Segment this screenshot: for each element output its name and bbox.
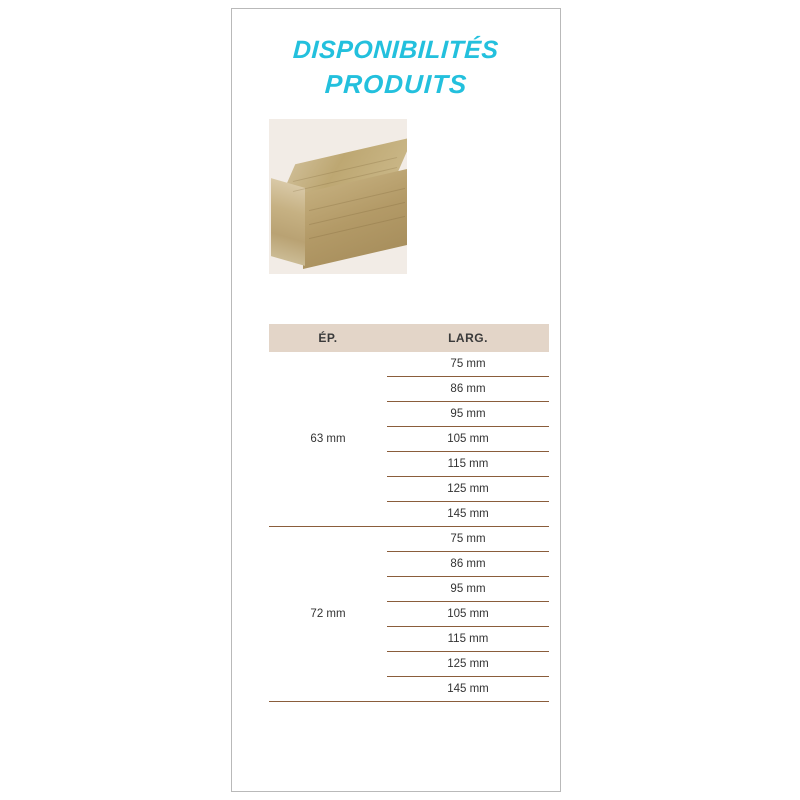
width-cell: 125 mm (387, 652, 549, 677)
title-line-2: PRODUITS (324, 69, 468, 100)
width-cell: 105 mm (387, 427, 549, 452)
page-title (232, 37, 560, 99)
timber-beam-illustration (269, 147, 407, 247)
title-line-1: DISPONIBILITÉS (292, 36, 500, 64)
width-cell: 105 mm (387, 602, 549, 627)
width-cell: 86 mm (387, 377, 549, 402)
width-cell: 115 mm (387, 627, 549, 652)
width-cell: 115 mm (387, 452, 549, 477)
width-cell: 145 mm (387, 677, 549, 702)
table-row (269, 352, 549, 377)
column-header-width: LARG. (387, 324, 549, 352)
card-inner (232, 9, 560, 791)
width-cell: 95 mm (387, 577, 549, 602)
width-cell: 145 mm (387, 502, 549, 527)
width-cell: 75 mm (387, 352, 549, 377)
beam-end-face (271, 178, 305, 266)
table-row (269, 527, 549, 552)
width-cell: 95 mm (387, 402, 549, 427)
column-header-thickness: ÉP. (269, 324, 387, 352)
table-header-row (269, 324, 549, 352)
availability-table (269, 324, 549, 702)
thickness-cell: 63 mm (269, 352, 387, 527)
product-availability-card (231, 8, 561, 792)
table-body (269, 352, 549, 702)
thickness-cell: 72 mm (269, 527, 387, 702)
width-cell: 86 mm (387, 552, 549, 577)
width-cell: 125 mm (387, 477, 549, 502)
width-cell: 75 mm (387, 527, 549, 552)
product-image (269, 119, 407, 274)
